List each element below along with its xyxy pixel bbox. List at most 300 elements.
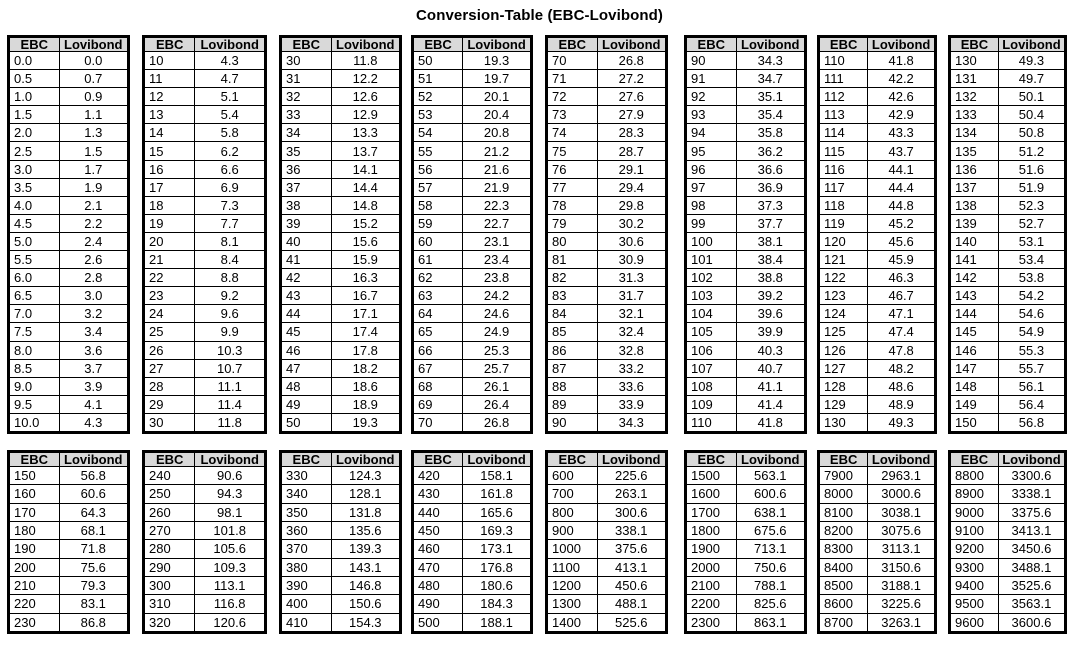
- lovibond-value: 75.6: [59, 558, 127, 576]
- lovibond-value: 56.8: [59, 467, 127, 485]
- lovibond-column-header: Lovibond: [331, 38, 399, 52]
- ebc-value: 102: [687, 269, 737, 287]
- lovibond-value: 39.2: [736, 287, 804, 305]
- ebc-value: 330: [282, 467, 332, 485]
- ebc-value: 125: [820, 323, 868, 341]
- ebc-value: 143: [951, 287, 999, 305]
- lovibond-column-header: Lovibond: [736, 453, 804, 467]
- table-row: [951, 467, 1065, 485]
- table-row: [687, 395, 805, 413]
- lovibond-value: 158.1: [463, 467, 531, 485]
- table-row: [414, 214, 531, 232]
- ebc-value: 8900: [951, 485, 999, 503]
- ebc-value: 8100: [820, 503, 868, 521]
- table-row: [687, 540, 805, 558]
- lovibond-value: 44.4: [868, 178, 935, 196]
- ebc-value: 140: [951, 232, 999, 250]
- ebc-value: 260: [145, 503, 195, 521]
- table-row: [951, 251, 1065, 269]
- ebc-value: 101: [687, 251, 737, 269]
- lovibond-value: 150.6: [331, 595, 399, 613]
- lovibond-value: 4.1: [59, 395, 127, 413]
- table-row: [145, 160, 265, 178]
- table-row: [548, 232, 666, 250]
- table-row: [10, 251, 128, 269]
- lovibond-value: 525.6: [597, 613, 665, 631]
- table-row: [145, 287, 265, 305]
- table-row: [414, 540, 531, 558]
- ebc-value: 7.0: [10, 305, 60, 323]
- ebc-value: 1700: [687, 503, 737, 521]
- lovibond-value: 6.6: [195, 160, 265, 178]
- ebc-value: 131: [951, 70, 999, 88]
- ebc-value: 71: [548, 70, 598, 88]
- table-row: [414, 106, 531, 124]
- ebc-value: 89: [548, 395, 598, 413]
- lovibond-column-header: Lovibond: [597, 453, 665, 467]
- ebc-value: 61: [414, 251, 463, 269]
- table-row: [10, 595, 128, 613]
- ebc-value: 5.0: [10, 232, 60, 250]
- lovibond-value: 33.6: [597, 377, 665, 395]
- ebc-value: 98: [687, 196, 737, 214]
- lovibond-value: 9.9: [195, 323, 265, 341]
- ebc-value: 9100: [951, 521, 999, 539]
- table-row: [951, 232, 1065, 250]
- lovibond-value: 37.3: [736, 196, 804, 214]
- lovibond-value: 46.3: [868, 269, 935, 287]
- table-row: [282, 503, 400, 521]
- lovibond-value: 180.6: [463, 576, 531, 594]
- ebc-value: 8800: [951, 467, 999, 485]
- lovibond-value: 0.0: [59, 52, 127, 70]
- ebc-value: 2200: [687, 595, 737, 613]
- lovibond-value: 47.1: [868, 305, 935, 323]
- lovibond-value: 35.8: [736, 124, 804, 142]
- ebc-value: 121: [820, 251, 868, 269]
- table-row: [687, 251, 805, 269]
- table-row: [145, 341, 265, 359]
- ebc-value: 55: [414, 142, 463, 160]
- table-row: [548, 613, 666, 631]
- ebc-column-header: EBC: [10, 38, 60, 52]
- table-row: [951, 214, 1065, 232]
- ebc-value: 128: [820, 377, 868, 395]
- table-row: [10, 70, 128, 88]
- lovibond-column-header: Lovibond: [736, 38, 804, 52]
- table-row: [820, 613, 935, 631]
- ebc-column-header: EBC: [145, 38, 195, 52]
- ebc-value: 0.0: [10, 52, 60, 70]
- table-row: [548, 52, 666, 70]
- ebc-value: 22: [145, 269, 195, 287]
- table-row: [414, 160, 531, 178]
- ebc-value: 12: [145, 88, 195, 106]
- table-row: [548, 124, 666, 142]
- table-row: [282, 540, 400, 558]
- table-row: [282, 521, 400, 539]
- table-row: [951, 160, 1065, 178]
- ebc-value: 2.0: [10, 124, 60, 142]
- lovibond-value: 184.3: [463, 595, 531, 613]
- ebc-value: 63: [414, 287, 463, 305]
- lovibond-value: 11.4: [195, 395, 265, 413]
- ebc-value: 16: [145, 160, 195, 178]
- lovibond-value: 50.4: [998, 106, 1064, 124]
- lovibond-value: 28.3: [597, 124, 665, 142]
- lovibond-value: 124.3: [331, 467, 399, 485]
- ebc-value: 39: [282, 214, 332, 232]
- table-row: [687, 485, 805, 503]
- ebc-value: 95: [687, 142, 737, 160]
- ebc-value: 4.5: [10, 214, 60, 232]
- ebc-value: 130: [951, 52, 999, 70]
- table-row: [10, 178, 128, 196]
- table-row: [282, 214, 400, 232]
- table-row: [820, 142, 935, 160]
- table-header-row: [10, 38, 128, 52]
- lovibond-value: 139.3: [331, 540, 399, 558]
- lovibond-value: 3188.1: [868, 576, 935, 594]
- table-row: [548, 178, 666, 196]
- table-header-row: [414, 453, 531, 467]
- lovibond-value: 3600.6: [998, 613, 1064, 631]
- lovibond-value: 45.9: [868, 251, 935, 269]
- lovibond-column-header: Lovibond: [868, 38, 935, 52]
- lovibond-value: 173.1: [463, 540, 531, 558]
- ebc-value: 30: [145, 413, 195, 431]
- ebc-value: 53: [414, 106, 463, 124]
- lovibond-value: 56.8: [998, 413, 1064, 431]
- lovibond-value: 46.7: [868, 287, 935, 305]
- ebc-value: 1900: [687, 540, 737, 558]
- ebc-value: 31: [282, 70, 332, 88]
- table-row: [548, 251, 666, 269]
- ebc-value: 54: [414, 124, 463, 142]
- ebc-value: 190: [10, 540, 60, 558]
- lovibond-value: 143.1: [331, 558, 399, 576]
- table-row: [10, 196, 128, 214]
- lovibond-value: 131.8: [331, 503, 399, 521]
- ebc-value: 70: [414, 413, 463, 431]
- table-row: [687, 142, 805, 160]
- ebc-value: 900: [548, 521, 598, 539]
- ebc-value: 74: [548, 124, 598, 142]
- lovibond-value: 10.7: [195, 359, 265, 377]
- conversion-table-bottom-6: [684, 450, 807, 634]
- table-row: [687, 232, 805, 250]
- ebc-value: 27: [145, 359, 195, 377]
- table-header-row: [145, 38, 265, 52]
- table-row: [951, 485, 1065, 503]
- lovibond-value: 14.1: [331, 160, 399, 178]
- lovibond-value: 15.9: [331, 251, 399, 269]
- table-row: [282, 595, 400, 613]
- table-row: [951, 88, 1065, 106]
- ebc-value: 8600: [820, 595, 868, 613]
- lovibond-value: 29.4: [597, 178, 665, 196]
- table-row: [414, 124, 531, 142]
- table-row: [687, 595, 805, 613]
- lovibond-value: 20.8: [463, 124, 531, 142]
- ebc-value: 2300: [687, 613, 737, 631]
- ebc-value: 340: [282, 485, 332, 503]
- lovibond-value: 263.1: [597, 485, 665, 503]
- lovibond-column-header: Lovibond: [331, 453, 399, 467]
- ebc-value: 42: [282, 269, 332, 287]
- ebc-value: 460: [414, 540, 463, 558]
- ebc-value: 110: [687, 413, 737, 431]
- lovibond-value: 26.8: [463, 413, 531, 431]
- lovibond-value: 120.6: [195, 613, 265, 631]
- ebc-value: 108: [687, 377, 737, 395]
- ebc-value: 64: [414, 305, 463, 323]
- lovibond-value: 45.2: [868, 214, 935, 232]
- ebc-value: 7900: [820, 467, 868, 485]
- table-row: [414, 88, 531, 106]
- lovibond-value: 6.2: [195, 142, 265, 160]
- lovibond-value: 42.2: [868, 70, 935, 88]
- table-row: [145, 540, 265, 558]
- table-row: [687, 287, 805, 305]
- table-row: [10, 558, 128, 576]
- lovibond-value: 109.3: [195, 558, 265, 576]
- lovibond-value: 1.9: [59, 178, 127, 196]
- lovibond-value: 42.6: [868, 88, 935, 106]
- table-row: [414, 521, 531, 539]
- lovibond-value: 750.6: [736, 558, 804, 576]
- lovibond-value: 8.8: [195, 269, 265, 287]
- table-row: [282, 232, 400, 250]
- lovibond-value: 3038.1: [868, 503, 935, 521]
- ebc-value: 9600: [951, 613, 999, 631]
- lovibond-value: 2963.1: [868, 467, 935, 485]
- page-title: Conversion-Table (EBC-Lovibond): [416, 7, 663, 24]
- ebc-value: 59: [414, 214, 463, 232]
- ebc-value: 17: [145, 178, 195, 196]
- lovibond-value: 1.3: [59, 124, 127, 142]
- ebc-value: 50: [414, 52, 463, 70]
- table-row: [820, 503, 935, 521]
- lovibond-value: 53.4: [998, 251, 1064, 269]
- lovibond-value: 788.1: [736, 576, 804, 594]
- table-row: [10, 214, 128, 232]
- table-row: [145, 613, 265, 631]
- ebc-value: 144: [951, 305, 999, 323]
- table-row: [951, 613, 1065, 631]
- lovibond-value: 488.1: [597, 595, 665, 613]
- ebc-value: 410: [282, 613, 332, 631]
- ebc-column-header: EBC: [820, 38, 868, 52]
- table-row: [414, 196, 531, 214]
- table-row: [687, 52, 805, 70]
- ebc-value: 300: [145, 576, 195, 594]
- table-header-row: [10, 453, 128, 467]
- ebc-value: 65: [414, 323, 463, 341]
- ebc-value: 7.5: [10, 323, 60, 341]
- table-row: [145, 485, 265, 503]
- table-row: [414, 341, 531, 359]
- table-row: [282, 613, 400, 631]
- lovibond-value: 17.8: [331, 341, 399, 359]
- ebc-value: 149: [951, 395, 999, 413]
- table-row: [414, 287, 531, 305]
- ebc-value: 21: [145, 251, 195, 269]
- lovibond-value: 413.1: [597, 558, 665, 576]
- lovibond-value: 33.2: [597, 359, 665, 377]
- ebc-value: 52: [414, 88, 463, 106]
- table-row: [414, 251, 531, 269]
- ebc-value: 83: [548, 287, 598, 305]
- ebc-value: 28: [145, 377, 195, 395]
- ebc-value: 92: [687, 88, 737, 106]
- table-row: [414, 52, 531, 70]
- table-row: [548, 558, 666, 576]
- lovibond-value: 3300.6: [998, 467, 1064, 485]
- lovibond-value: 14.4: [331, 178, 399, 196]
- lovibond-value: 600.6: [736, 485, 804, 503]
- table-row: [951, 142, 1065, 160]
- table-row: [282, 485, 400, 503]
- ebc-value: 220: [10, 595, 60, 613]
- ebc-value: 103: [687, 287, 737, 305]
- lovibond-value: 375.6: [597, 540, 665, 558]
- ebc-value: 800: [548, 503, 598, 521]
- table-row: [145, 214, 265, 232]
- table-row: [10, 413, 128, 431]
- table-row: [548, 341, 666, 359]
- ebc-value: 119: [820, 214, 868, 232]
- table-row: [282, 124, 400, 142]
- ebc-value: 135: [951, 142, 999, 160]
- table-row: [414, 323, 531, 341]
- ebc-value: 500: [414, 613, 463, 631]
- ebc-value: 104: [687, 305, 737, 323]
- lovibond-value: 23.1: [463, 232, 531, 250]
- lovibond-value: 3263.1: [868, 613, 935, 631]
- table-row: [282, 269, 400, 287]
- lovibond-value: 42.9: [868, 106, 935, 124]
- table-row: [145, 413, 265, 431]
- ebc-value: 9.0: [10, 377, 60, 395]
- ebc-value: 80: [548, 232, 598, 250]
- table-row: [951, 305, 1065, 323]
- lovibond-value: 135.6: [331, 521, 399, 539]
- lovibond-value: 11.8: [195, 413, 265, 431]
- lovibond-value: 563.1: [736, 467, 804, 485]
- lovibond-value: 12.6: [331, 88, 399, 106]
- ebc-value: 107: [687, 359, 737, 377]
- lovibond-value: 31.3: [597, 269, 665, 287]
- lovibond-value: 37.7: [736, 214, 804, 232]
- conversion-table-top-8: [948, 35, 1067, 434]
- lovibond-value: 51.2: [998, 142, 1064, 160]
- lovibond-value: 40.3: [736, 341, 804, 359]
- table-row: [145, 558, 265, 576]
- table-row: [820, 124, 935, 142]
- ebc-value: 8300: [820, 540, 868, 558]
- lovibond-value: 52.3: [998, 196, 1064, 214]
- table-header-row: [145, 453, 265, 467]
- table-row: [951, 124, 1065, 142]
- table-row: [548, 540, 666, 558]
- table-row: [10, 377, 128, 395]
- ebc-value: 8.5: [10, 359, 60, 377]
- table-row: [10, 485, 128, 503]
- lovibond-value: 338.1: [597, 521, 665, 539]
- lovibond-value: 83.1: [59, 595, 127, 613]
- table-row: [414, 70, 531, 88]
- ebc-value: 115: [820, 142, 868, 160]
- table-row: [548, 305, 666, 323]
- ebc-value: 76: [548, 160, 598, 178]
- table-row: [820, 540, 935, 558]
- lovibond-column-header: Lovibond: [597, 38, 665, 52]
- lovibond-value: 9.6: [195, 305, 265, 323]
- table-row: [820, 558, 935, 576]
- ebc-value: 150: [10, 467, 60, 485]
- table-row: [687, 576, 805, 594]
- table-row: [282, 142, 400, 160]
- lovibond-value: 4.3: [195, 52, 265, 70]
- ebc-value: 1400: [548, 613, 598, 631]
- lovibond-value: 53.1: [998, 232, 1064, 250]
- lovibond-value: 28.7: [597, 142, 665, 160]
- ebc-column-header: EBC: [687, 38, 737, 52]
- ebc-value: 113: [820, 106, 868, 124]
- table-row: [145, 52, 265, 70]
- ebc-value: 146: [951, 341, 999, 359]
- table-row: [687, 269, 805, 287]
- table-row: [820, 576, 935, 594]
- lovibond-value: 161.8: [463, 485, 531, 503]
- table-row: [414, 269, 531, 287]
- table-row: [282, 178, 400, 196]
- ebc-value: 430: [414, 485, 463, 503]
- ebc-value: 60: [414, 232, 463, 250]
- ebc-value: 160: [10, 485, 60, 503]
- ebc-value: 9200: [951, 540, 999, 558]
- table-row: [414, 377, 531, 395]
- ebc-value: 105: [687, 323, 737, 341]
- lovibond-value: 19.7: [463, 70, 531, 88]
- ebc-value: 19: [145, 214, 195, 232]
- table-row: [951, 377, 1065, 395]
- lovibond-value: 41.8: [736, 413, 804, 431]
- lovibond-value: 7.3: [195, 196, 265, 214]
- lovibond-value: 6.9: [195, 178, 265, 196]
- table-row: [687, 214, 805, 232]
- table-header-row: [282, 453, 400, 467]
- ebc-value: 130: [820, 413, 868, 431]
- ebc-value: 86: [548, 341, 598, 359]
- lovibond-value: 27.9: [597, 106, 665, 124]
- ebc-value: 58: [414, 196, 463, 214]
- table-row: [10, 521, 128, 539]
- table-header-row: [820, 38, 935, 52]
- table-row: [951, 341, 1065, 359]
- table-row: [145, 467, 265, 485]
- lovibond-value: 7.7: [195, 214, 265, 232]
- ebc-value: 35: [282, 142, 332, 160]
- lovibond-value: 56.4: [998, 395, 1064, 413]
- table-row: [10, 88, 128, 106]
- ebc-value: 470: [414, 558, 463, 576]
- ebc-value: 141: [951, 251, 999, 269]
- table-row: [282, 251, 400, 269]
- lovibond-value: 90.6: [195, 467, 265, 485]
- table-row: [820, 196, 935, 214]
